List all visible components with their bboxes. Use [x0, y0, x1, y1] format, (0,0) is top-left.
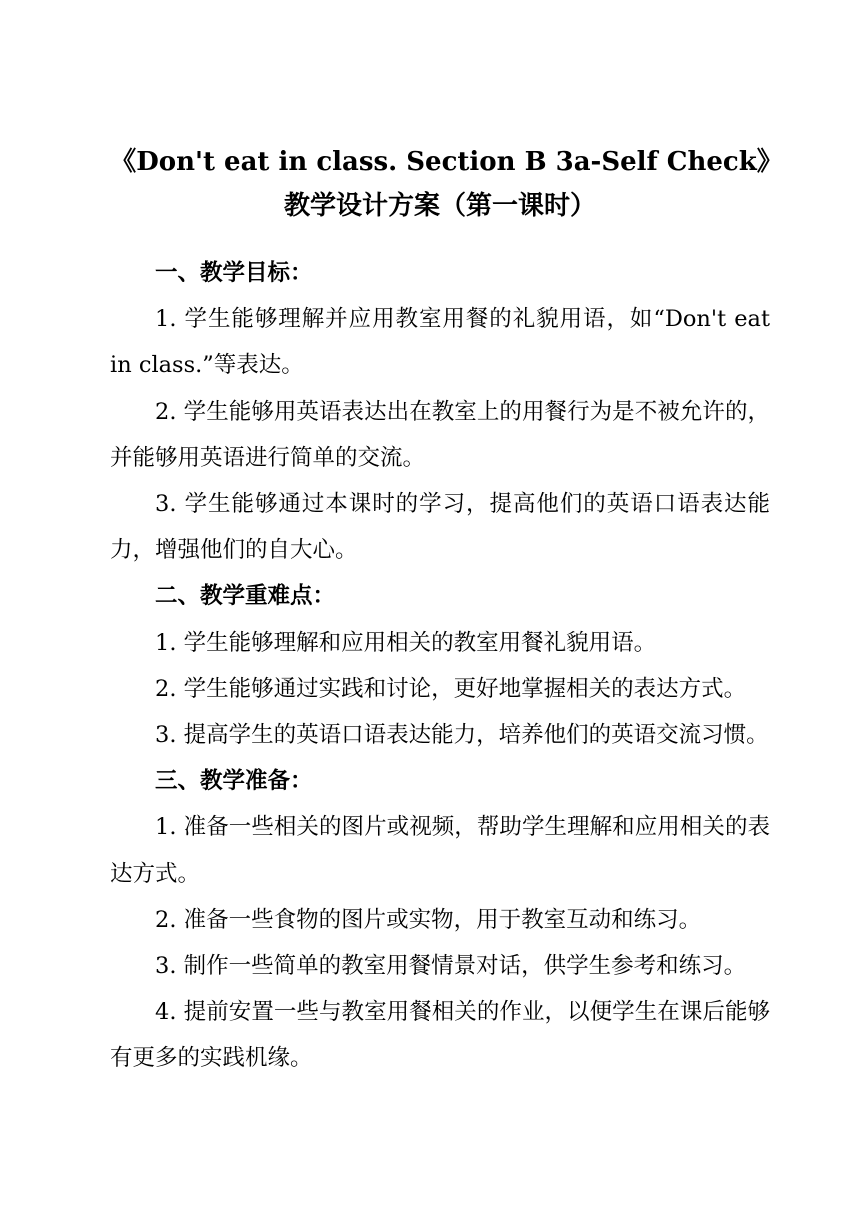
paragraph: 2. 准备一些食物的图片或实物，用于教室互动和练习。: [155, 906, 702, 933]
paragraph: 4. 提前安置一些与教室用餐相关的作业，以便学生在课后能够有更多的实践机缘。: [110, 999, 770, 1072]
paragraph: 2. 学生能够通过实践和讨论，更好地掌握相关的表达方式。: [155, 675, 747, 702]
section-heading: 一、教学目标：: [155, 260, 313, 286]
document-title: 《Don't eat in class. Section B 3a-Self Check》教学设计方案（第一课时）: [110, 147, 770, 221]
section-heading: 二、教学重难点：: [155, 583, 336, 610]
paragraph: 3. 提高学生的英语口语表达能力，培养他们的英语交流习惯。: [155, 722, 769, 749]
document-body: [110, 250, 770, 1082]
section-heading: 三、教学准备：: [155, 768, 313, 795]
paragraph: 1. 学生能够理解并应用教室用餐的礼貌用语，如“Don't eat in class.”等表达。: [110, 306, 770, 379]
paragraph: 1. 学生能够理解和应用相关的教室用餐礼貌用语。: [155, 629, 657, 656]
paragraph: 3. 学生能够通过本课时的学习，提高他们的英语口语表达能力，增强他们的自大心。: [110, 491, 770, 564]
paragraph: 1. 准备一些相关的图片或视频，帮助学生理解和应用相关的表达方式。: [110, 814, 770, 887]
paragraph: 2. 学生能够用英语表达出在教室上的用餐行为是不被允许的，并能够用英语进行简单的交流。: [110, 398, 770, 471]
paragraph: 3. 制作一些简单的教室用餐情景对话，供学生参考和练习。: [155, 953, 747, 980]
